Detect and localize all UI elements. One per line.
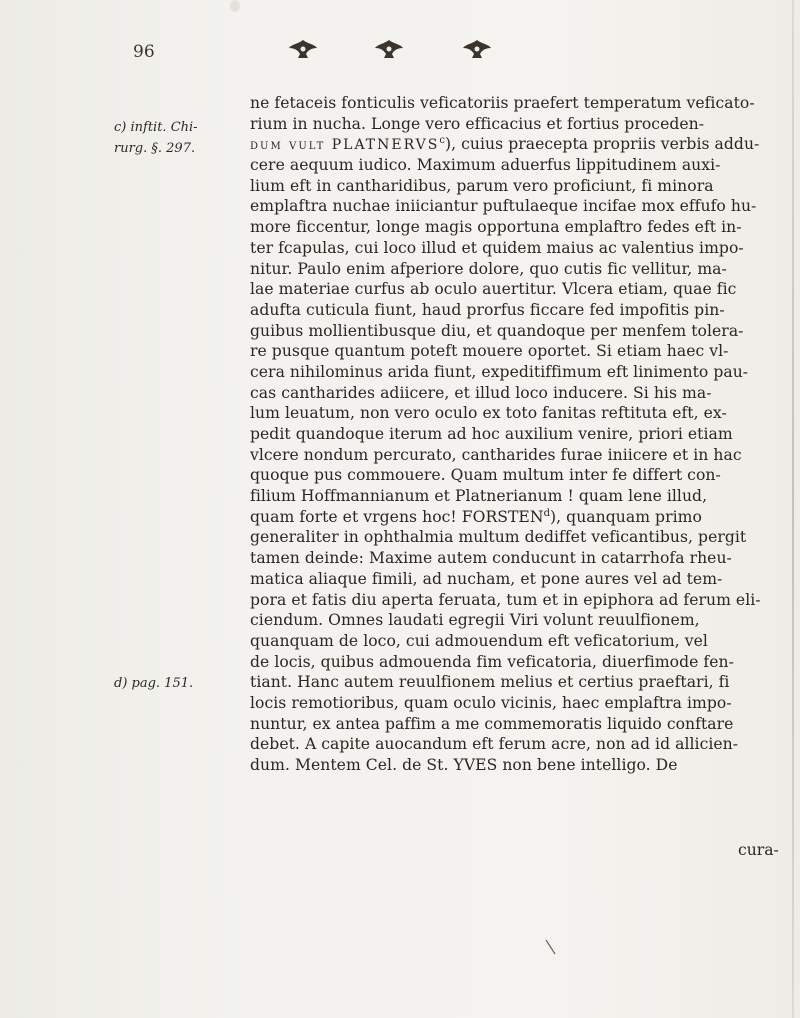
margin-note-c-cont: rurg. §. 297. (114, 141, 196, 156)
footnote-ref: c (439, 135, 445, 147)
catchword: cura- (738, 841, 779, 859)
text-line: tiant. Hanc autem reuulfionem melius et certius praeftari, fi (250, 673, 730, 692)
text-line: quoque pus commouere. Quam multum inter fe differt con- (250, 466, 721, 485)
text-line: ne fetaceis fonticulis veficatoriis praefert temperatum veficato- (250, 94, 755, 112)
text-line (250, 507, 795, 528)
fleuron-icon (460, 38, 494, 60)
paper-stain (230, 0, 240, 12)
text-line: cere aequum iudico. Maximum aduerfus lippitudinem auxi- (250, 156, 721, 175)
text-fragment: quam forte et vrgens hoc! FORSTEN (250, 507, 544, 526)
text-line: filium Hoffmannianum et Platnerianum ! quam lene illud, (250, 487, 708, 506)
text-line: dum. Mentem Cel. de St. YVES non bene intelligo. De (250, 756, 678, 774)
author-name: dum vult PLATNERVS (250, 137, 440, 154)
margin-note-c: c) inftit. Chi- (114, 120, 198, 135)
text-line: matica aliaque fimili, ad nucham, et pone aures vel ad tem- (250, 569, 723, 588)
text-line: ter fcapulas, cui loco illud et quidem maius ac valentius impo- (250, 238, 744, 257)
text-line: more ficcentur, longe magis opportuna emplaftro fedes eft in- (250, 218, 742, 237)
footnote-ref: d (543, 507, 551, 519)
text-line: de locis, quibus admouenda fim veficatoria, diuerfimode fen- (250, 652, 734, 671)
text-line: debet. A capite auocandum eft ferum acre, non ad id allicien- (250, 735, 739, 754)
body-text (250, 93, 795, 776)
text-fragment: ), quanquam primo (550, 507, 702, 526)
text-line: lum leuatum, non vero oculo ex toto fanitas reftituta eft, ex- (250, 404, 727, 423)
margin-note-d: d) pag. 151. (114, 676, 194, 691)
text-line: rium in nucha. Longe vero efficacius et fortius proceden- (250, 114, 705, 133)
page-number: 96 (133, 42, 155, 62)
text-line: vlcere nondum percurato, cantharides furae iniicere et in hac (250, 445, 742, 464)
text-line: pedit quandoque iterum ad hoc auxilium venire, priori etiam (250, 425, 733, 443)
text-line: ciendum. Omnes laudati egregii Viri volunt reuulfionem, (250, 611, 700, 630)
text-line: cera nihilominus arida fiunt, expeditiffimum eft linimento pau- (250, 362, 749, 381)
text-line: lium eft in cantharidibus, parum vero proficiunt, fi minora (250, 176, 714, 195)
text-line: pora et fatis diu aperta feruata, tum et in epiphora ad ferum eli- (250, 590, 761, 609)
page-header (0, 36, 800, 76)
stray-mark (544, 938, 558, 956)
text-line: guibus mollientibusque diu, et quandoque per menfem tolera- (250, 321, 744, 340)
text-line: cas cantharides adiicere, et illud loco inducere. Si his ma- (250, 383, 712, 402)
text-line: lae materiae curfus ab oculo auertitur. Vlcera etiam, quae fic (250, 280, 737, 299)
text-line: quanquam de loco, cui admouendum eft veficatorium, vel (250, 631, 708, 650)
fleuron-icon (286, 38, 320, 60)
fleuron-icon (372, 38, 406, 60)
text-line: nuntur, ex antea paffim a me commemoratis liquido conftare (250, 714, 734, 733)
text-line: re pusque quantum poteft mouere oportet. Si etiam haec vl- (250, 342, 729, 361)
text-line: generaliter in ophthalmia multum dediffet veficantibus, pergit (250, 528, 747, 547)
text-line: emplaftra nuchae iniiciantur puftulaeque incifae mox effufo hu- (250, 197, 757, 216)
text-line: locis remotioribus, quam oculo vicinis, haec emplaftra impo- (250, 693, 732, 712)
text-fragment: ), cuius praecepta propriis verbis addu- (445, 135, 760, 154)
text-line: nitur. Paulo enim afperiore dolore, quo cutis fic vellitur, ma- (250, 259, 727, 278)
text-line (250, 134, 795, 155)
text-line: adufta cuticula fiunt, haud prorfus ficcare fed impofitis pin- (250, 300, 725, 319)
text-line: tamen deinde: Maxime autem conducunt in catarrhofa rheu- (250, 549, 732, 568)
